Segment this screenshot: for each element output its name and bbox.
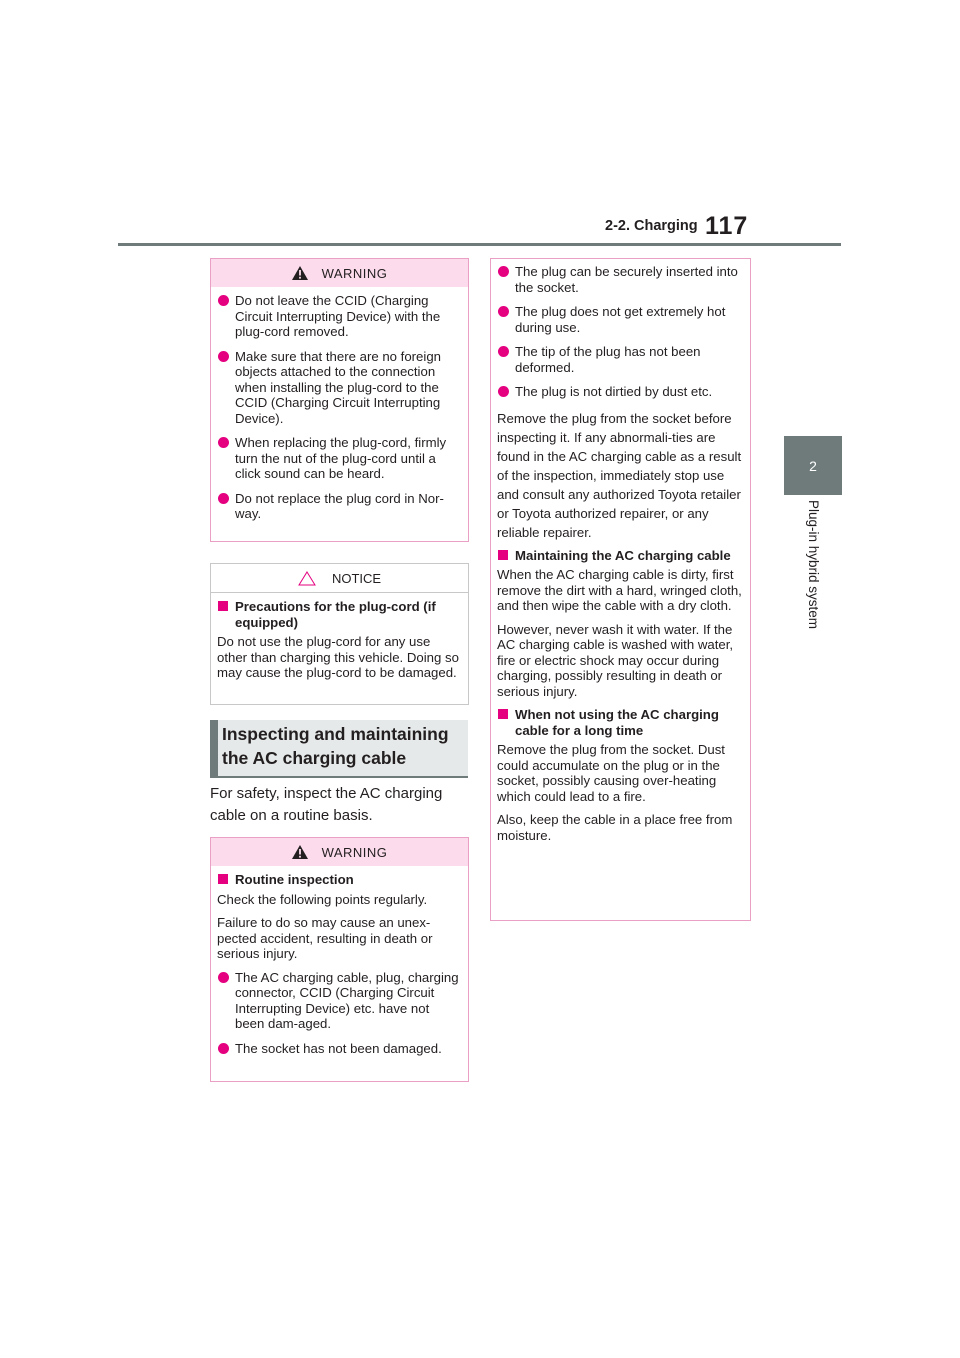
- square-bullet-icon: [218, 601, 228, 611]
- list-item: The plug is not dirtied by dust etc.: [497, 384, 744, 400]
- bullet-icon: [218, 295, 229, 306]
- paragraph: However, never wash it with water. If the AC charging cable is washed with water, fire or electric shock may occur during charging, possibly resulting in death or serious injury.: [497, 621, 734, 699]
- paragraph: Remove the plug from the socket. Dust could accumulate on the plug or in the socket, possibly causing over-heating which could lead to a fire.: [497, 742, 725, 804]
- paragraph: Failure to do so may cause an unex-pected accident, resulting in death or serious injury.: [217, 915, 433, 961]
- notice-triangle-icon: [298, 571, 316, 586]
- square-bullet-icon: [498, 550, 508, 560]
- subheading: Maintaining the AC charging cable: [497, 548, 744, 564]
- square-bullet-icon: [498, 709, 508, 719]
- list-item: Do not replace the plug cord in Nor-way.: [217, 491, 462, 522]
- chapter-title-vertical: [784, 500, 842, 680]
- paragraph: When the AC charging cable is dirty, first remove the dirt with a hard, wringed cloth, and then wipe the cable with a dry cloth.: [497, 567, 742, 613]
- subheading: When not using the AC charging cable for a long time: [497, 707, 744, 738]
- section-title-block: [210, 720, 468, 776]
- section-title-rule: [210, 776, 468, 778]
- chapter-number: 2: [809, 457, 817, 474]
- page-number: 117: [705, 212, 749, 240]
- subheading: Precautions for the plug-cord (if equipped): [217, 599, 462, 630]
- section-title: Inspecting and maintaining the AC charging cable: [222, 724, 449, 768]
- warning-box-plug-cord: [210, 258, 469, 542]
- notice-label: NOTICE: [331, 570, 382, 586]
- paragraph: Check the following points regularly.: [217, 891, 428, 907]
- notice-box: [210, 563, 469, 705]
- list-item: The plug can be securely inserted into the socket.: [497, 264, 744, 295]
- header-divider: [118, 243, 841, 246]
- bullet-icon: [498, 266, 509, 277]
- notice-text: Do not use the plug-cord for any use other than charging this vehicle. Doing so may cause the plug-cord to be damaged.: [217, 634, 459, 680]
- section-intro: For safety, inspect the AC charging cable on a routine basis.: [210, 785, 443, 824]
- warning-box-routine-inspection: [210, 837, 469, 1082]
- list-item: Do not leave the CCID (Charging Circuit Interrupting Device) with the plug-cord removed.: [217, 293, 462, 340]
- subheading: Routine inspection: [217, 872, 462, 888]
- warning-box-continued: [490, 258, 751, 921]
- bullet-icon: [218, 493, 229, 504]
- notice-header: [211, 564, 468, 593]
- warning-header: [211, 259, 468, 287]
- list-item: Make sure that there are no foreign objects attached to the connection when installing the plug-cord to the CCID (Charging Circuit Interrupting Device).: [217, 349, 462, 427]
- bullet-icon: [498, 386, 509, 397]
- warning-label: WARNING: [321, 844, 388, 860]
- chapter-tab: [784, 436, 842, 495]
- square-bullet-icon: [218, 874, 228, 884]
- list-item: The plug does not get extremely hot during use.: [497, 304, 744, 335]
- section-title-bar: [210, 720, 218, 776]
- chapter-title: Plug-in hybrid system: [806, 500, 821, 630]
- paragraph: Remove the plug from the socket before inspecting it. If any abnormali-ties are found in the AC charging cable as a result of the inspection, immediately stop use and consult any authorized Toyota retailer or Toyota authorized repairer, or any reliable repairer.: [497, 410, 742, 540]
- bullet-icon: [498, 306, 509, 317]
- section-header: 2-2. Charging: [605, 218, 698, 234]
- list-item: The tip of the plug has not been deformed.: [497, 344, 744, 375]
- bullet-icon: [498, 346, 509, 357]
- list-item: The AC charging cable, plug, charging connector, CCID (Charging Circuit Interrupting Device) etc. have not been dam-aged.: [217, 970, 462, 1032]
- bullet-icon: [218, 1043, 229, 1054]
- list-item: When replacing the plug-cord, firmly turn the nut of the plug-cord until a click sound can be heard.: [217, 435, 462, 482]
- bullet-icon: [218, 972, 229, 983]
- bullet-icon: [218, 437, 229, 448]
- warning-triangle-icon: [292, 845, 308, 859]
- warning-triangle-icon: [292, 266, 308, 280]
- list-item: The socket has not been damaged.: [217, 1041, 462, 1057]
- warning-label: WARNING: [321, 265, 388, 281]
- paragraph: Also, keep the cable in a place free from moisture.: [497, 812, 733, 843]
- warning-header: [211, 838, 468, 866]
- bullet-icon: [218, 351, 229, 362]
